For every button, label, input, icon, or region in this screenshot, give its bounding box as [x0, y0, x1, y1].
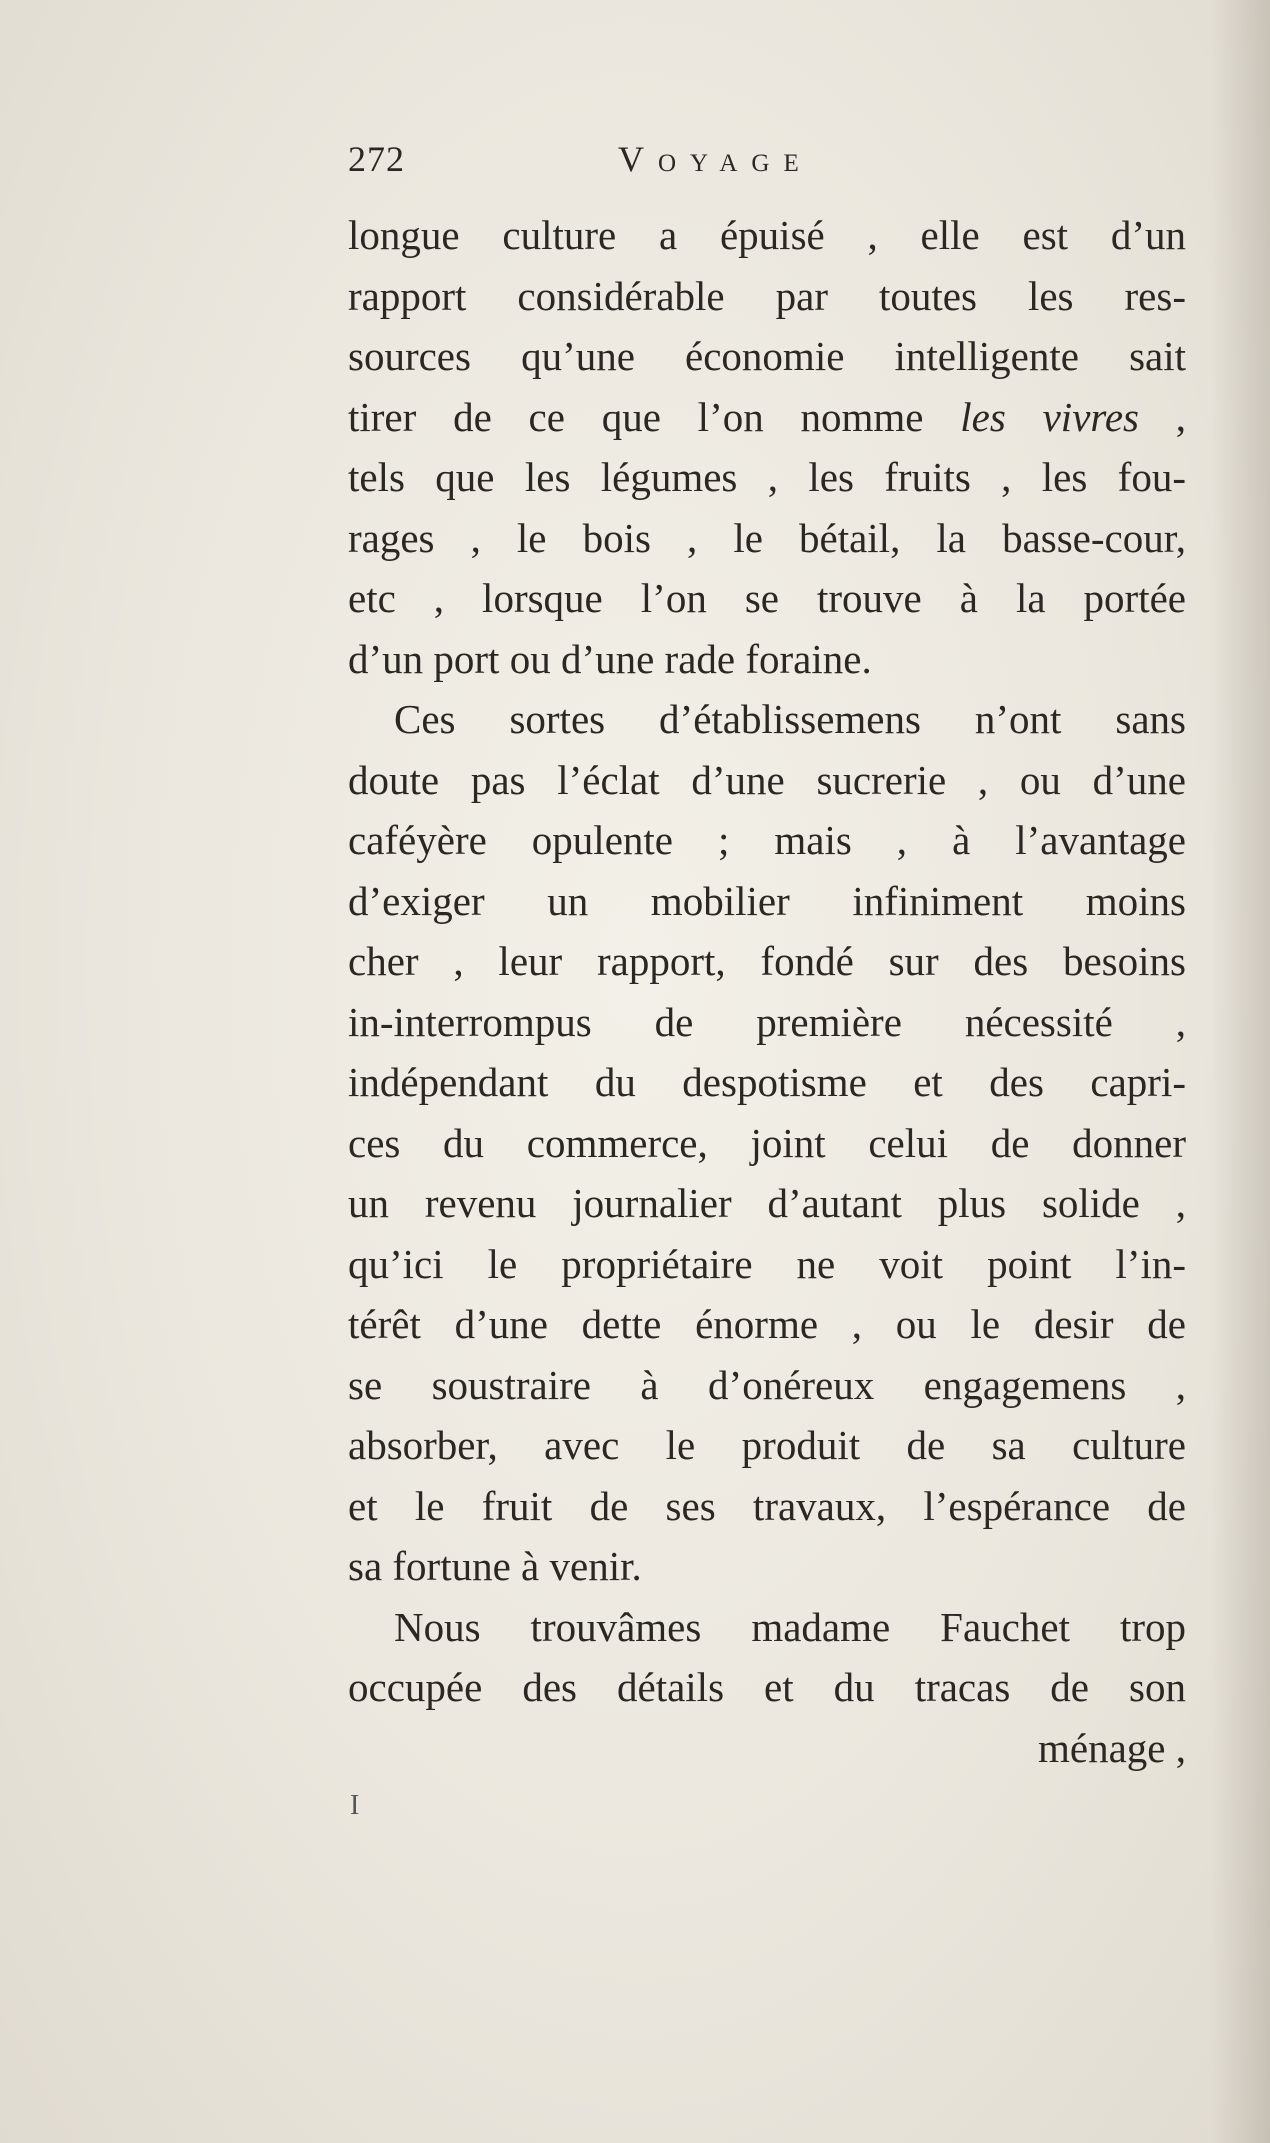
text-line: térêt d’une dette énorme , ou le desir de — [348, 1301, 1186, 1347]
text-line: Nous trouvâmes madame Fauchet trop — [394, 1603, 1186, 1650]
text-line: se soustraire à d’onéreux engagemens , — [348, 1361, 1186, 1408]
text-line: rapport considérable par toutes les res- — [348, 272, 1186, 319]
text-line: in-interrompus de première nécessité , — [348, 998, 1186, 1045]
page-header — [348, 138, 1198, 188]
text-line: ces du commerce, joint celui de donner — [348, 1119, 1186, 1166]
running-title: Voyage — [618, 139, 813, 179]
text-line: sa fortune à venir. — [348, 1543, 642, 1589]
text-line: tels que les légumes , les fruits , les fou- — [348, 454, 1186, 500]
text-line: et le fruit de ses travaux, l’espérance de — [348, 1482, 1186, 1529]
body-text — [348, 205, 1186, 1778]
italic-phrase: les vivres — [960, 393, 1139, 440]
text-line: tirer de ce que l’on nomme les vivres , — [348, 393, 1187, 440]
text-line: indépendant du despotisme et des capri- — [348, 1059, 1186, 1105]
text-line: rages , le bois , le bétail, la basse-cour, — [348, 514, 1186, 561]
text-line: longue culture a épuisé , elle est d’un — [348, 212, 1186, 258]
text-line: Ces sortes d’établissemens n’ont sans — [394, 696, 1186, 742]
text-line: d’exiger un mobilier infiniment moins — [348, 877, 1186, 924]
text-line: d’un port ou d’une rade foraine. — [348, 635, 872, 682]
text-line: absorber, avec le produit de sa culture — [348, 1422, 1186, 1468]
text-line: sources qu’une économie intelligente sait — [348, 333, 1186, 379]
text-line: etc , lorsque l’on se trouve à la portée — [348, 575, 1186, 621]
catchword: ménage , — [1038, 1724, 1186, 1771]
text-line: occupée des détails et du tracas de son — [348, 1664, 1186, 1710]
page-number: 272 — [348, 139, 405, 179]
signature-mark: I — [350, 1790, 360, 1821]
text-line: qu’ici le propriétaire ne voit point l’in- — [348, 1240, 1186, 1287]
text-line: doute pas l’éclat d’une sucrerie , ou d’une — [348, 756, 1186, 803]
text-line: caféyère opulente ; mais , à l’avantage — [348, 817, 1186, 863]
text-line: un revenu journalier d’autant plus solide , — [348, 1180, 1186, 1226]
text-line: cher , leur rapport, fondé sur des besoins — [348, 938, 1186, 984]
